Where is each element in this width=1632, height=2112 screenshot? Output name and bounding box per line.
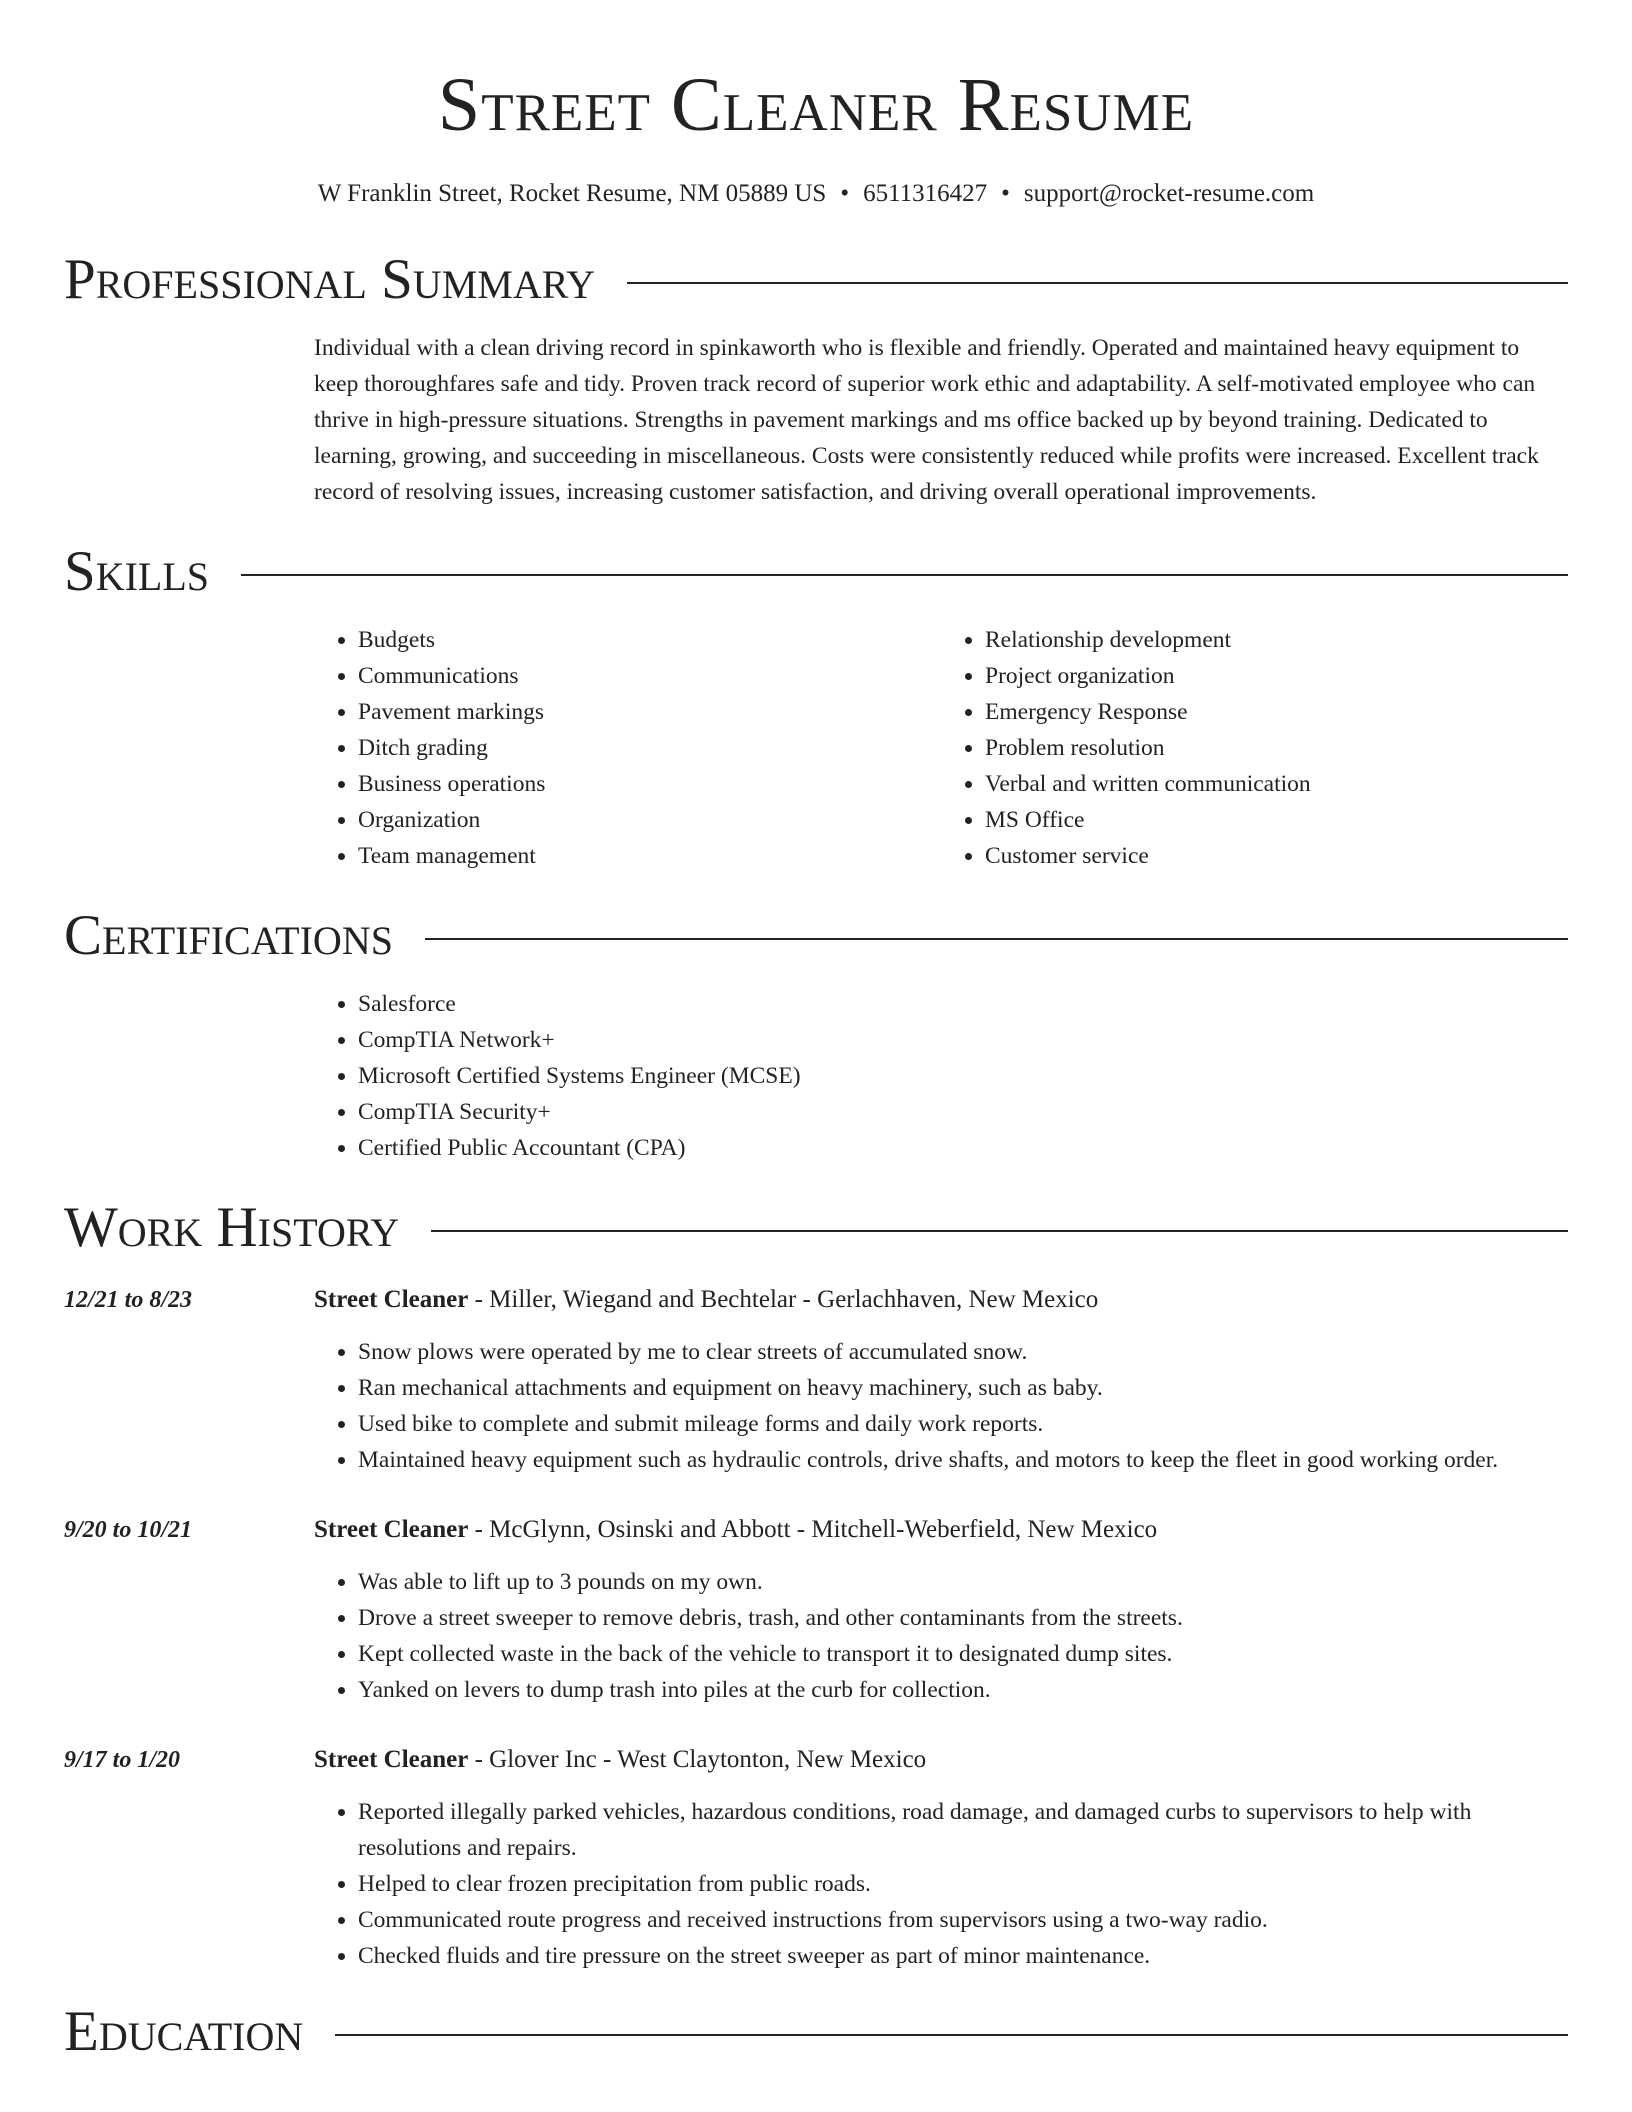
job-heading xyxy=(314,1512,1568,1548)
skills-section-header xyxy=(64,540,1568,604)
skills-list-left xyxy=(314,622,941,874)
section-divider xyxy=(425,938,1568,940)
summary-body xyxy=(314,330,1568,510)
job-bullets xyxy=(314,1564,1568,1708)
skill-item: • Customer service xyxy=(985,838,1568,874)
page-title: Street Cleaner Resume xyxy=(437,63,1195,147)
job-title: Street Cleaner xyxy=(314,1516,469,1543)
job-bullets xyxy=(314,1334,1568,1478)
certification-item: • Microsoft Certified Systems Engineer (MCSE) xyxy=(358,1058,1568,1094)
skill-item: • Project organization xyxy=(985,658,1568,694)
education-section-header xyxy=(64,2000,1568,2064)
skill-item: • Relationship development xyxy=(985,622,1568,658)
summary-text: Individual with a clean driving record in spinkaworth who is flexible and friendly. Operated and maintained heavy equipment to keep thoroughfares safe and tidy. Proven track record of superior work ethic and adaptability. A self-motivated employee who can thrive in high-pressure situations. Strengths in pavement markings and ms office backed up by beyond training. Dedicated to learning, growing, and succeeding in miscellaneous. Costs were consistently reduced while profits were increased. Excellent track record of resolving issues, increasing customer satisfaction, and driving overall operational improvements. xyxy=(314,335,1539,505)
skill-item: • Organization xyxy=(358,802,941,838)
job-detail xyxy=(314,1512,1568,1708)
job-title: Street Cleaner xyxy=(314,1746,469,1773)
summary-heading: Professional Summary xyxy=(64,248,596,311)
certification-item: • CompTIA Security+ xyxy=(358,1094,1568,1130)
job-detail xyxy=(314,1742,1568,1974)
job-bullet: • Checked fluids and tire pressure on the street sweeper as part of minor maintenance. xyxy=(358,1938,1568,1974)
contact-email: support@rocket-resume.com xyxy=(1023,180,1315,207)
certification-item: • Certified Public Accountant (CPA) xyxy=(358,1130,1568,1166)
job-bullet: • Snow plows were operated by me to clear streets of accumulated snow. xyxy=(358,1334,1568,1370)
work-heading: Work History xyxy=(64,1196,400,1259)
job-dates: 9/20 to 10/21 xyxy=(64,1517,193,1543)
summary-section-header xyxy=(64,248,1568,312)
job-employer: - Glover Inc - West Claytonton, New Mexico xyxy=(468,1746,927,1773)
job-title: Street Cleaner xyxy=(314,1286,469,1313)
job-dates: 9/17 to 1/20 xyxy=(64,1747,181,1773)
job-bullet: • Communicated route progress and received instructions from supervisors using a two-way radio. xyxy=(358,1902,1568,1938)
job-bullet: • Kept collected waste in the back of the vehicle to transport it to designated dump sites. xyxy=(358,1636,1568,1672)
certifications-section-header xyxy=(64,904,1568,968)
certification-item: • CompTIA Network+ xyxy=(358,1022,1568,1058)
job-bullet: • Helped to clear frozen precipitation from public roads. xyxy=(358,1866,1568,1902)
section-divider xyxy=(241,574,1568,576)
education-heading: Education xyxy=(64,2000,304,2063)
skill-item: • Business operations xyxy=(358,766,941,802)
certifications-list xyxy=(314,986,1568,1166)
section-divider xyxy=(431,1230,1568,1232)
job-employer: - McGlynn, Osinski and Abbott - Mitchell-Weberfield, New Mexico xyxy=(468,1516,1158,1543)
skill-item: • Communications xyxy=(358,658,941,694)
skills-list-right xyxy=(941,622,1568,874)
work-section-header xyxy=(64,1196,1568,1260)
contact-separator: • xyxy=(840,180,850,207)
contact-line xyxy=(0,178,1632,210)
skill-item: • Budgets xyxy=(358,622,941,658)
job-bullet: • Drove a street sweeper to remove debris, trash, and other contaminants from the streets. xyxy=(358,1600,1568,1636)
job-bullets xyxy=(314,1794,1568,1974)
job-bullet: • Ran mechanical attachments and equipment on heavy machinery, such as baby. xyxy=(358,1370,1568,1406)
job-dates: 12/21 to 8/23 xyxy=(64,1287,193,1313)
skill-item: • Emergency Response xyxy=(985,694,1568,730)
certification-item: • Salesforce xyxy=(358,986,1568,1022)
skills-body xyxy=(314,622,1568,874)
job-bullet: • Was able to lift up to 3 pounds on my own. xyxy=(358,1564,1568,1600)
job-heading xyxy=(314,1742,1568,1778)
skill-item: • Ditch grading xyxy=(358,730,941,766)
skill-item: • Verbal and written communication xyxy=(985,766,1568,802)
contact-separator: • xyxy=(1001,180,1010,207)
section-divider xyxy=(627,282,1568,284)
certifications-heading: Certifications xyxy=(64,904,393,967)
skills-heading: Skills xyxy=(64,540,210,603)
skill-item: • Team management xyxy=(358,838,941,874)
job-bullet: • Yanked on levers to dump trash into piles at the curb for collection. xyxy=(358,1672,1568,1708)
job-detail xyxy=(314,1282,1568,1478)
contact-address: W Franklin Street, Rocket Resume, NM 05889 US xyxy=(317,180,827,207)
certifications-body xyxy=(314,986,1568,1166)
section-divider xyxy=(335,2034,1568,2036)
skill-item: • Problem resolution xyxy=(985,730,1568,766)
contact-phone: 6511316427 xyxy=(863,180,988,207)
job-bullet: • Reported illegally parked vehicles, hazardous conditions, road damage, and damaged curbs to supervisors to help with resolutions and repairs. xyxy=(358,1794,1568,1866)
job-entry xyxy=(64,1512,1568,1708)
job-employer: - Miller, Wiegand and Bechtelar - Gerlachhaven, New Mexico xyxy=(468,1286,1099,1313)
job-entry xyxy=(64,1742,1568,1974)
job-heading xyxy=(314,1282,1568,1318)
job-entry xyxy=(64,1282,1568,1478)
job-bullet: • Maintained heavy equipment such as hydraulic controls, drive shafts, and motors to keep the fleet in good working order. xyxy=(358,1442,1568,1478)
job-bullet: • Used bike to complete and submit mileage forms and daily work reports. xyxy=(358,1406,1568,1442)
skill-item: • MS Office xyxy=(985,802,1568,838)
skill-item: • Pavement markings xyxy=(358,694,941,730)
